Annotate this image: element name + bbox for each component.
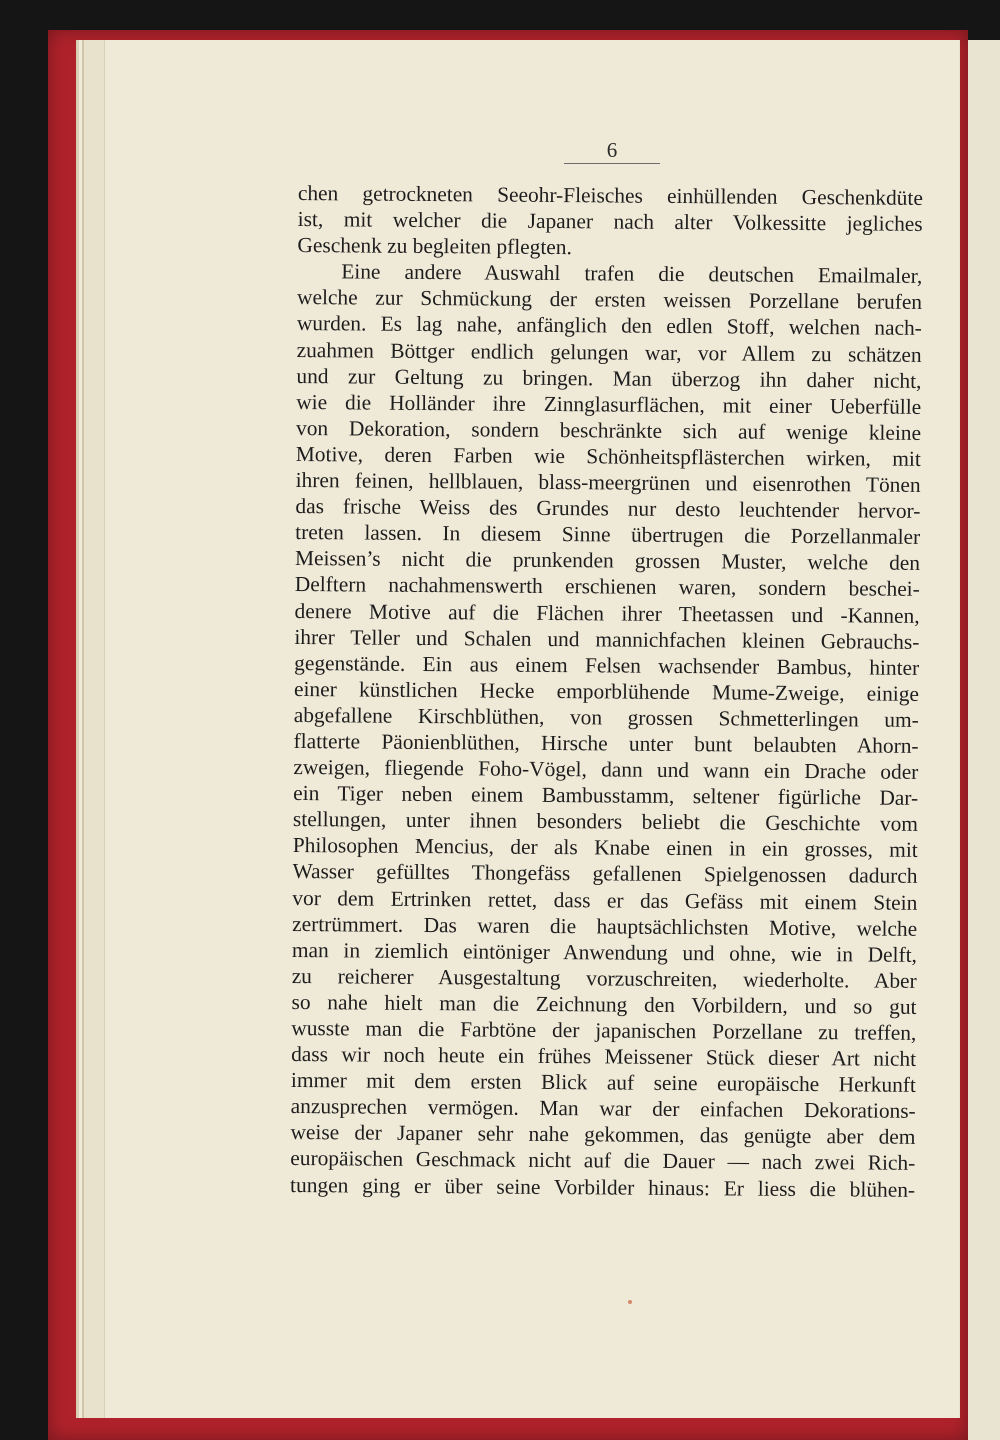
header-rule	[564, 163, 660, 164]
text-line: zertrümmert. Das waren die hauptsächlichsten Motive, welche	[292, 911, 918, 941]
text-line: von Dekoration, sondern beschränkte sich auf wenige kleine	[295, 415, 922, 445]
text-line: ihren feinen, hellblauen, blass-meergrünen und eisenrothen Tönen	[295, 468, 921, 497]
text-line: Meissen’s nicht die prunkenden grossen Muster, welche den	[294, 546, 921, 576]
text-line: welche zur Schmückung der ersten weissen Porzellane berufen	[296, 285, 923, 315]
text-line: flatterte Päonienblüthen, Hirsche unter bunt belaubten Ahorn-	[293, 728, 919, 758]
text-line: denere Motive auf die Flächen ihrer Theetassen und -Kannen,	[294, 598, 920, 628]
text-line: Philosophen Mencius, der als Knabe einen in ein grosses, mit	[292, 833, 918, 863]
text-line: wurden. Es lag nahe, anfänglich den edlen Stoff, welchen nach-	[296, 311, 922, 341]
text-line: weise der Japaner sehr nahe gekommen, das genügte aber dem	[290, 1120, 916, 1150]
text-line: ein Tiger neben einem Bambusstamm, seltener figürliche Dar-	[293, 781, 919, 811]
text-line: so nahe hielt man die Zeichnung den Vorbildern, und so gut	[291, 989, 917, 1019]
text-line: zuahmen Böttger endlich gelungen war, vor Allem zu schätzen	[296, 337, 922, 367]
text-line: abgefallene Kirschblüthen, von grossen Schmetterlingen um-	[293, 702, 919, 732]
paper-speck	[628, 1300, 632, 1304]
text-line: Wasser gefülltes Thongefäss gefallenen Spielgenossen dadurch	[292, 859, 918, 889]
text-line: wie die Holländer ihre Zinnglasurflächen, mit einer Ueberfülle	[296, 389, 922, 419]
text-line: dass wir noch heute ein frühes Meissener Stück dieser Art nicht	[291, 1042, 917, 1071]
text-line: chen getrockneten Seeohr-Fleisches einhüllenden Geschenkdüte	[297, 180, 923, 210]
page-number: 6	[606, 138, 618, 162]
text-line: ist, mit welcher die Japaner nach alter Volkessitte jegliches	[297, 207, 923, 237]
text-line: einer künstlichen Hecke emporblühende Mume-Zweige, einige	[293, 676, 920, 706]
text-line: immer mit dem ersten Blick auf seine europäische Herkunft	[290, 1068, 917, 1098]
text-line: Motive, deren Farben wie Schönheitspflästerchen wirken, mit	[295, 441, 921, 471]
text-line: Delftern nachahmenswerth erschienen waren, sondern beschei-	[294, 572, 920, 602]
text-line: stellungen, unter ihnen besonders beliebt die Geschichte vom	[292, 807, 919, 837]
text-line: europäischen Geschmack nicht auf die Dauer — nach zwei Rich-	[290, 1146, 916, 1176]
text-line: und zur Geltung zu bringen. Man überzog ihn daher nicht,	[296, 363, 922, 393]
text-line: zu reicherer Ausgestaltung vorzuschreiten, wiederholte. Aber	[291, 963, 917, 993]
text-line: tungen ging er über seine Vorbilder hinaus: Er liess die blühen-	[290, 1172, 916, 1202]
text-line: treten lassen. In diesem Sinne übertrugen die Porzellanmaler	[295, 520, 921, 550]
text-line: gegenstände. Ein aus einem Felsen wachsender Bambus, hinter	[294, 650, 920, 680]
text-line: ihrer Teller und Schalen und mannichfachen kleinen Gebrauchs-	[294, 624, 920, 654]
text-line: zweigen, fliegende Foho-Vögel, dann und wann ein Drache oder	[293, 755, 919, 784]
text-line: das frische Weiss des Grundes nur desto leuchtender hervor-	[295, 494, 921, 524]
text-line: wusste man die Farbtöne der japanischen Porzellane zu treffen,	[291, 1015, 917, 1045]
body-text	[290, 180, 923, 1203]
text-line: Eine andere Auswahl trafen die deutschen Emailmaler,	[341, 259, 923, 289]
text-line: vor dem Ertrinken rettet, dass er das Gefäss mit einem Stein	[292, 885, 918, 915]
text-line: anzusprechen vermögen. Man war der einfachen Dekorations-	[290, 1094, 916, 1124]
text-line: man in ziemlich eintöniger Anwendung und ohne, wie in Delft,	[291, 937, 918, 967]
text-line: Geschenk zu begleiten pflegten.	[297, 233, 572, 260]
